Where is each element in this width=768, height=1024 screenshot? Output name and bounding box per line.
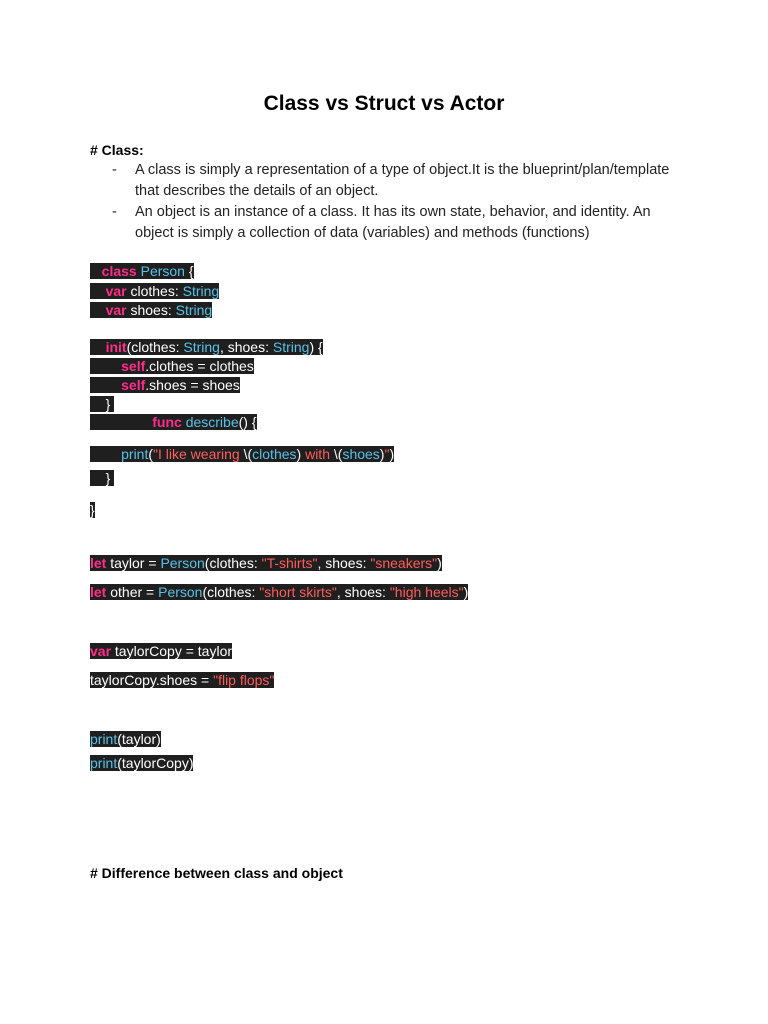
code-keyword: let [90, 555, 107, 571]
code-line-highlight [90, 584, 468, 600]
code-keyword: init [105, 339, 127, 355]
code-type: Person [158, 584, 203, 600]
code-interpolation: shoes [342, 446, 380, 462]
code-function: describe [185, 414, 239, 430]
code-line-highlight [90, 446, 394, 462]
code-line-highlight [90, 263, 194, 279]
code-line-close-class [90, 501, 95, 519]
code-line-highlight [90, 672, 274, 688]
code-line-print-taylorcopy [90, 754, 193, 772]
code-string: with [301, 446, 334, 462]
code-string: "high heels" [389, 584, 464, 600]
code-line-class-decl [90, 262, 194, 280]
code-line-func-describe [90, 413, 257, 431]
code-type: String [182, 283, 220, 299]
code-keyword: var [90, 643, 112, 659]
code-text: shoes: [126, 302, 176, 318]
page-title: Class vs Struct vs Actor [263, 92, 505, 115]
code-type: Person [160, 555, 205, 571]
list-item [90, 160, 690, 201]
code-brace: } [105, 470, 111, 486]
code-text: ( [148, 446, 154, 462]
code-line-highlight [90, 555, 442, 571]
code-function: print [90, 755, 118, 771]
code-line-highlight [90, 302, 212, 318]
class-definition-list [90, 160, 690, 244]
code-line-var-taylorcopy [90, 642, 232, 660]
code-line-self-clothes [90, 357, 254, 375]
code-text: \( [333, 446, 343, 462]
code-function: print [90, 731, 118, 747]
code-text: clothes: [126, 283, 183, 299]
code-text: (taylor) [117, 731, 161, 747]
code-text: ) [389, 446, 395, 462]
code-text: (taylorCopy) [117, 755, 194, 771]
code-keyword: func [152, 414, 182, 430]
code-type: String [183, 339, 220, 355]
code-keyword: self [121, 377, 146, 393]
code-line-highlight [90, 414, 257, 430]
code-line-let-taylor [90, 554, 442, 572]
code-text: ) { [309, 339, 323, 355]
bullet-text: A class is simply a representation of a type of object.It is the blueprint/plan/template that describes the details of an object. [135, 162, 670, 199]
code-keyword: class [101, 263, 137, 279]
code-text: () { [238, 414, 257, 430]
code-string: "I like wearing [153, 446, 244, 462]
code-text: { [184, 263, 194, 279]
code-text: , shoes: [219, 339, 273, 355]
code-string: "T-shirts" [261, 555, 318, 571]
code-text: .clothes = clothes [145, 358, 254, 374]
difference-section-heading: # Difference between class and object [90, 865, 343, 881]
code-line-highlight [90, 643, 232, 659]
code-text: (clothes: [202, 584, 260, 600]
code-line-close-func [90, 469, 114, 487]
code-brace: } [105, 396, 111, 412]
code-line-highlight [90, 502, 95, 518]
code-keyword: var [105, 302, 127, 318]
code-keyword: let [90, 584, 107, 600]
code-string: " [384, 446, 390, 462]
code-line-highlight [90, 731, 161, 747]
class-section-heading: # Class: [90, 142, 144, 158]
code-string: "flip flops" [213, 672, 275, 688]
code-text: taylorCopy = taylor [111, 643, 233, 659]
code-line-highlight [90, 470, 114, 486]
code-text: ) [437, 555, 442, 571]
code-text: \( [243, 446, 253, 462]
bullet-dash: - [112, 162, 117, 178]
code-line-self-shoes [90, 376, 240, 394]
code-text: .shoes = shoes [145, 377, 240, 393]
code-line-print-describe [90, 445, 394, 463]
code-text: , shoes: [336, 584, 390, 600]
code-keyword: var [105, 283, 127, 299]
code-string: "short skirts" [259, 584, 337, 600]
bullet-text: An object is an instance of a class. It has its own state, behavior, and identity. An object is simply a collection of data (variables) and methods (functions) [135, 204, 651, 241]
code-text: taylorCopy.shoes = [90, 672, 214, 688]
code-line-highlight [90, 339, 323, 355]
list-item [90, 202, 690, 243]
code-text: other = [106, 584, 159, 600]
code-line-highlight [90, 377, 240, 393]
code-text: ) [296, 446, 302, 462]
bullet-dash: - [112, 204, 117, 220]
code-line-assign-shoes [90, 671, 274, 689]
code-function: print [121, 446, 149, 462]
code-text: ) [463, 584, 469, 600]
code-interpolation: clothes [252, 446, 297, 462]
code-line-let-other [90, 583, 468, 601]
code-text: ) [379, 446, 385, 462]
code-line-close-init [90, 395, 114, 413]
code-line-highlight [90, 283, 219, 299]
code-line-print-taylor [90, 730, 161, 748]
code-line-highlight [90, 755, 193, 771]
code-brace: } [90, 502, 95, 518]
code-line-highlight [90, 396, 114, 412]
code-type: String [175, 302, 213, 318]
code-line-highlight [90, 358, 254, 374]
code-text: , shoes: [317, 555, 371, 571]
code-keyword: self [121, 358, 146, 374]
code-line-var-clothes [90, 282, 219, 300]
code-type: Person [140, 263, 185, 279]
code-string: "sneakers" [370, 555, 438, 571]
code-line-var-shoes [90, 301, 212, 319]
code-text: (clothes: [126, 339, 184, 355]
code-type: String [272, 339, 310, 355]
code-text: taylor = [106, 555, 161, 571]
code-text: (clothes: [204, 555, 262, 571]
code-line-init [90, 338, 323, 356]
